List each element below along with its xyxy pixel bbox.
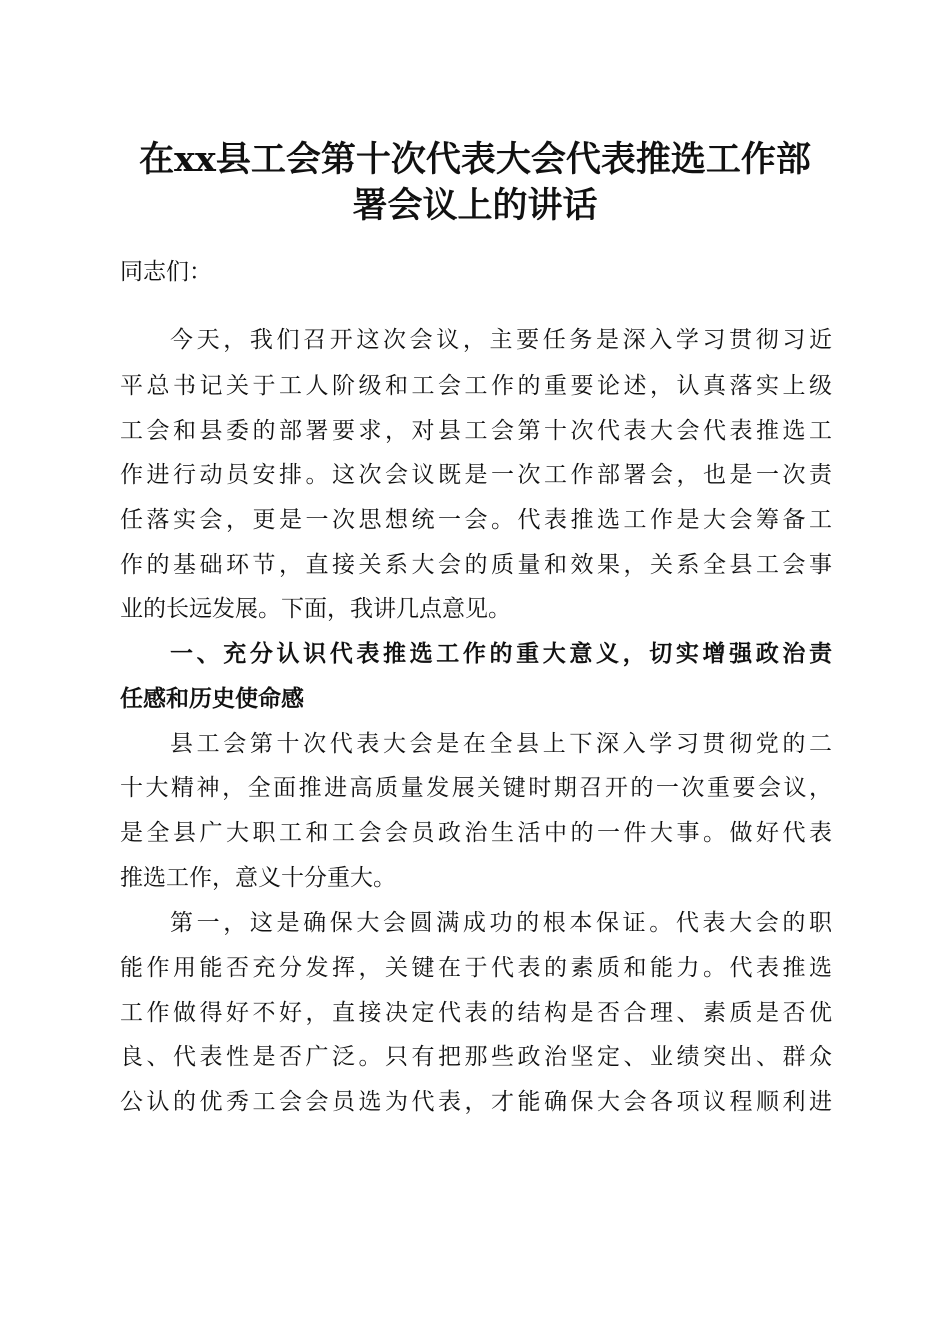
paragraph-2-line: 十大精神，全面推进高质量发展关键时期召开的一次重要会议， (120, 775, 832, 801)
paragraph-1-line: 业的长远发展。下面，我讲几点意见。 (120, 596, 511, 622)
paragraph-3-line: 第一，这是确保大会圆满成功的根本保证。代表大会的职 (170, 910, 832, 936)
paragraph-3-line: 公认的优秀工会会员选为代表，才能确保大会各项议程顺利进 (120, 1089, 832, 1115)
salutation: 同志们： (120, 259, 212, 285)
paragraph-3-line: 工作做得好不好，直接决定代表的结构是否合理、素质是否优 (120, 1000, 832, 1026)
paragraph-1-line: 任落实会，更是一次思想统一会。代表推选工作是大会筹备工 (120, 507, 832, 533)
section-heading-1-line: 一、充分认识代表推选工作的重大意义，切实增强政治责 (170, 641, 832, 667)
paragraph-2-line: 是全县广大职工和工会会员政治生活中的一件大事。做好代表 (120, 820, 832, 846)
paragraph-1-line: 作的基础环节，直接关系大会的质量和效果，关系全县工会事 (120, 552, 832, 578)
paragraph-3-line: 良、代表性是否广泛。只有把那些政治坚定、业绩突出、群众 (120, 1044, 832, 1070)
section-heading-1-line: 任感和历史使命感 (120, 686, 304, 712)
paragraph-1-line: 工会和县委的部署要求，对县工会第十次代表大会代表推选工 (120, 418, 832, 444)
document-title-line-2: 署会议上的讲话 (352, 185, 598, 226)
paragraph-1-line: 今天，我们召开这次会议，主要任务是深入学习贯彻习近 (170, 327, 832, 353)
document-title-line-1: 在xx县工会第十次代表大会代表推选工作部 (139, 139, 811, 180)
paragraph-2-line: 推选工作，意义十分重大。 (120, 865, 396, 891)
paragraph-3-line: 能作用能否充分发挥，关键在于代表的素质和能力。代表推选 (120, 955, 832, 981)
paragraph-1-line: 平总书记关于工人阶级和工会工作的重要论述，认真落实上级 (120, 373, 832, 399)
paragraph-2-line: 县工会第十次代表大会是在全县上下深入学习贯彻党的二 (170, 731, 832, 757)
paragraph-1-line: 作进行动员安排。这次会议既是一次工作部署会，也是一次责 (120, 462, 832, 488)
